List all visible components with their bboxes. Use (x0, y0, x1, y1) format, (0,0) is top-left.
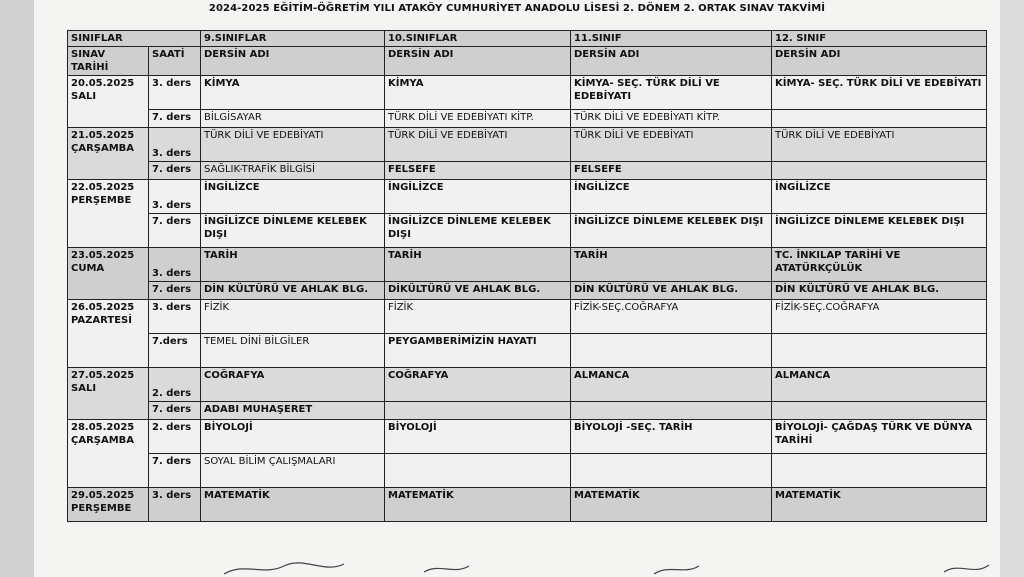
table-row (68, 300, 987, 334)
course-11: BİYOLOJİ -SEÇ. TARİH (571, 420, 772, 454)
exam-time: 3. ders (149, 300, 201, 334)
course-10: İNGİLİZCE DİNLEME KELEBEK DIŞI (385, 214, 571, 248)
course-11: TÜRK DİLİ VE EDEBİYATI (571, 128, 772, 162)
exam-time: 7. ders (149, 214, 201, 248)
exam-time: 3. ders (149, 248, 201, 282)
course-10: FELSEFE (385, 162, 571, 180)
exam-date: 21.05.2025 (71, 130, 135, 141)
exam-date: 26.05.2025 (71, 302, 135, 313)
course-10: PEYGAMBERİMİZİN HAYATI (385, 334, 571, 368)
table-row (68, 368, 987, 402)
course-10 (385, 402, 571, 420)
exam-time: 3. ders (149, 76, 201, 110)
exam-schedule-table (67, 30, 987, 522)
course-12: İNGİLİZCE DİNLEME KELEBEK DIŞI (772, 214, 987, 248)
header-siniflar: SINIFLAR (68, 31, 201, 47)
exam-time: 7. ders (149, 282, 201, 300)
exam-time: 7. ders (149, 162, 201, 180)
course-11: MATEMATİK (571, 488, 772, 522)
exam-day: SALI (71, 91, 97, 102)
exam-date: 27.05.2025 (71, 370, 135, 381)
table-row (68, 76, 987, 110)
date-cell (68, 128, 149, 180)
header-grade-10: 10.SINIFLAR (385, 31, 571, 47)
course-11: FELSEFE (571, 162, 772, 180)
course-12: MATEMATİK (772, 488, 987, 522)
course-9: DİN KÜLTÜRÜ VE AHLAK BLG. (201, 282, 385, 300)
exam-time: 3. ders (149, 180, 201, 214)
scan-margin-right (1000, 0, 1024, 577)
course-9: TÜRK DİLİ VE EDEBİYATI (201, 128, 385, 162)
course-11 (571, 454, 772, 488)
course-10: TÜRK DİLİ VE EDEBİYATI (385, 128, 571, 162)
course-12: İNGİLİZCE (772, 180, 987, 214)
course-9: KİMYA (201, 76, 385, 110)
course-11: İNGİLİZCE DİNLEME KELEBEK DIŞI (571, 214, 772, 248)
header-dersin-adi: DERSİN ADI (385, 47, 571, 76)
date-cell (68, 420, 149, 488)
date-cell (68, 76, 149, 128)
course-11: TÜRK DİLİ VE EDEBİYATI KİTP. (571, 110, 772, 128)
table-row (68, 420, 987, 454)
header-saati: SAATİ (149, 47, 201, 76)
document-sheet (34, 0, 1000, 577)
table-row (68, 180, 987, 214)
course-9: İNGİLİZCE DİNLEME KELEBEK DIŞI (201, 214, 385, 248)
course-12 (772, 110, 987, 128)
exam-day: ÇARŞAMBA (71, 143, 135, 154)
table-row (68, 248, 987, 282)
scan-margin-left (0, 0, 34, 577)
course-11: TARİH (571, 248, 772, 282)
table-row (68, 214, 987, 248)
exam-day: PERŞEMBE (71, 503, 132, 514)
exam-date: 22.05.2025 (71, 182, 135, 193)
header-sinav-tarihi: SINAV TARİHİ (68, 47, 149, 76)
header-dersin-adi: DERSİN ADI (201, 47, 385, 76)
exam-time: 2. ders (149, 420, 201, 454)
course-12 (772, 162, 987, 180)
exam-day: SALI (71, 383, 97, 394)
exam-time: 2. ders (149, 368, 201, 402)
date-cell (68, 248, 149, 300)
date-cell (68, 300, 149, 368)
course-12: TÜRK DİLİ VE EDEBİYATI (772, 128, 987, 162)
course-12: BİYOLOJİ- ÇAĞDAŞ TÜRK VE DÜNYA TARİHİ (772, 420, 987, 454)
document-title: 2024-2025 EĞİTİM-ÖĞRETİM YILI ATAKÖY CUMHURİYET ANADOLU LİSESİ 2. DÖNEM 2. ORTAK SINAV TAKVİMİ (208, 3, 826, 14)
course-11 (571, 334, 772, 368)
course-11: ALMANCA (571, 368, 772, 402)
course-9: BİLGİSAYAR (201, 110, 385, 128)
course-10: DİKÜLTÜRÜ VE AHLAK BLG. (385, 282, 571, 300)
course-10: FİZİK (385, 300, 571, 334)
course-9: COĞRAFYA (201, 368, 385, 402)
header-dersin-adi: DERSİN ADI (571, 47, 772, 76)
course-12: KİMYA- SEÇ. TÜRK DİLİ VE EDEBİYATI (772, 76, 987, 110)
exam-time: 7. ders (149, 402, 201, 420)
exam-date: 29.05.2025 (71, 490, 135, 501)
course-11: FİZİK-SEÇ.COĞRAFYA (571, 300, 772, 334)
course-10: COĞRAFYA (385, 368, 571, 402)
course-9: ADABI MUHAŞERET (201, 402, 385, 420)
course-10 (385, 454, 571, 488)
course-10: İNGİLİZCE (385, 180, 571, 214)
course-10: MATEMATİK (385, 488, 571, 522)
exam-day: PAZARTESİ (71, 315, 132, 326)
course-11 (571, 402, 772, 420)
exam-time: 7.ders (149, 334, 201, 368)
exam-time: 3. ders (149, 488, 201, 522)
course-12: ALMANCA (772, 368, 987, 402)
header-grade-9: 9.SINIFLAR (201, 31, 385, 47)
course-9: MATEMATİK (201, 488, 385, 522)
course-9: İNGİLİZCE (201, 180, 385, 214)
exam-date: 20.05.2025 (71, 78, 135, 89)
header-grade-11: 11.SINIF (571, 31, 772, 47)
table-row (68, 402, 987, 420)
course-9: FİZİK (201, 300, 385, 334)
course-12 (772, 454, 987, 488)
table-row (68, 334, 987, 368)
header-dersin-adi: DERSİN ADI (772, 47, 987, 76)
table-row (68, 282, 987, 300)
exam-time: 7. ders (149, 454, 201, 488)
course-10: KİMYA (385, 76, 571, 110)
course-12: DİN KÜLTÜRÜ VE AHLAK BLG. (772, 282, 987, 300)
course-9: SOYAL BİLİM ÇALIŞMALARI (201, 454, 385, 488)
course-12 (772, 402, 987, 420)
date-cell (68, 180, 149, 248)
course-10: TÜRK DİLİ VE EDEBİYATI KİTP. (385, 110, 571, 128)
course-10: TARİH (385, 248, 571, 282)
course-11: İNGİLİZCE (571, 180, 772, 214)
course-12 (772, 334, 987, 368)
table-row (68, 488, 987, 522)
exam-time: 3. ders (149, 128, 201, 162)
course-9: TEMEL DİNİ BİLGİLER (201, 334, 385, 368)
header-grade-12: 12. SINIF (772, 31, 987, 47)
course-9: SAĞLIK-TRAFİK BİLGİSİ (201, 162, 385, 180)
table-row (68, 110, 987, 128)
exam-day: CUMA (71, 263, 105, 274)
signature-scribbles (94, 560, 994, 577)
course-12: TC. İNKILAP TARİHİ VE ATATÜRKÇÜLÜK (772, 248, 987, 282)
course-9: BİYOLOJİ (201, 420, 385, 454)
course-11: DİN KÜLTÜRÜ VE AHLAK BLG. (571, 282, 772, 300)
course-10: BİYOLOJİ (385, 420, 571, 454)
table-row (68, 454, 987, 488)
exam-date: 28.05.2025 (71, 422, 135, 433)
course-9: TARİH (201, 248, 385, 282)
exam-day: ÇARŞAMBA (71, 435, 135, 446)
course-12: FİZİK-SEÇ.COĞRAFYA (772, 300, 987, 334)
exam-time: 7. ders (149, 110, 201, 128)
table-row (68, 128, 987, 162)
table-row (68, 162, 987, 180)
exam-date: 23.05.2025 (71, 250, 135, 261)
date-cell (68, 488, 149, 522)
date-cell (68, 368, 149, 420)
exam-day: PERŞEMBE (71, 195, 132, 206)
course-11: KİMYA- SEÇ. TÜRK DİLİ VE EDEBİYATI (571, 76, 772, 110)
